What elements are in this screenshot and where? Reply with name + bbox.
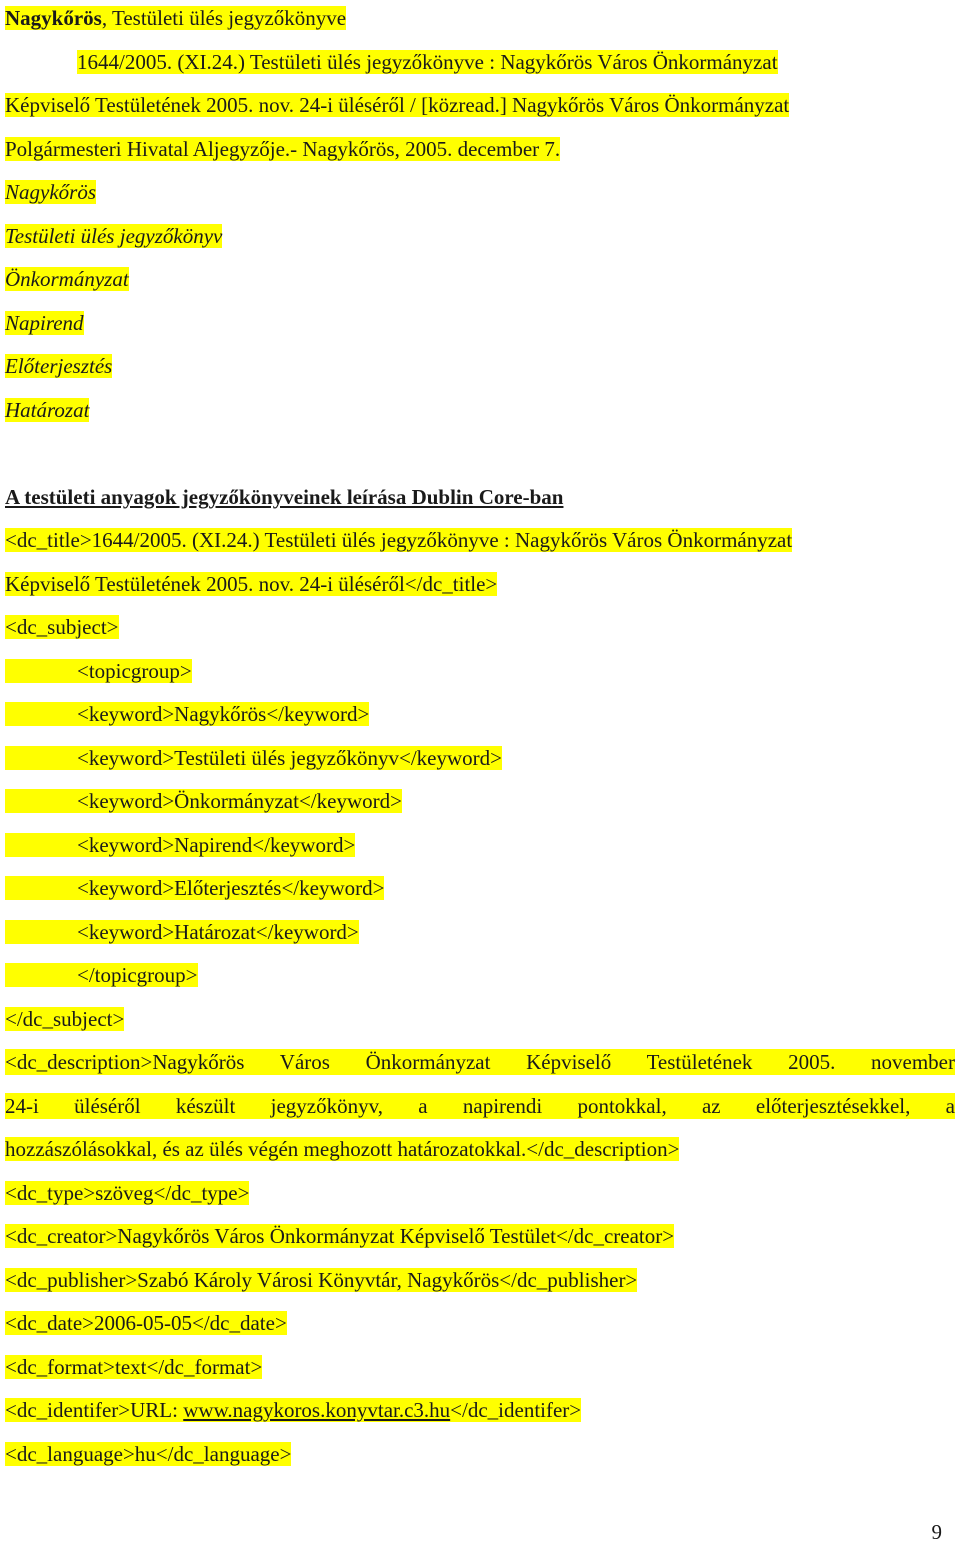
topicgroup-open: <topicgroup> — [5, 658, 192, 684]
dc-language: <dc_language>hu</dc_language> — [5, 1442, 292, 1466]
record-line-1: 1644/2005. (XI.24.) Testületi ülés jegyzőkönyve : Nagykőrös Város Önkormányzat — [77, 50, 778, 74]
dc-keyword-2: <keyword>Testületi ülés jegyzőkönyv</keyword> — [5, 745, 502, 771]
topicgroup-close: </topicgroup> — [5, 962, 198, 988]
dc-keyword-6: <keyword>Határozat</keyword> — [5, 919, 359, 945]
dc-publisher: <dc_publisher>Szabó Károly Városi Könyvtár, Nagykőrös</dc_publisher> — [5, 1268, 638, 1292]
keyword-italic-5: Előterjesztés — [5, 354, 113, 378]
keyword-italic-1: Nagykőrös — [5, 180, 96, 204]
section-heading: A testületi anyagok jegyzőkönyveinek leírása Dublin Core-ban — [5, 485, 564, 509]
dc-description-line-3: hozzászólásokkal, és az ülés végén meghozott határozatokkal.</dc_description> — [5, 1137, 680, 1161]
keyword-italic-4: Napirend — [5, 311, 84, 335]
record-line-2: Képviselő Testületének 2005. nov. 24-i üléséről / [közread.] Nagykőrös Város Önkormányzat — [5, 93, 790, 117]
dc-title-line-2: Képviselő Testületének 2005. nov. 24-i üléséről</dc_title> — [5, 572, 498, 596]
identifier-link[interactable]: www.nagykoros.konyvtar.c3.hu — [183, 1398, 451, 1422]
dc-identifier: <dc_identifer>URL: www.nagykoros.konyvtar.c3.hu</dc_identifer> — [5, 1398, 582, 1422]
dc-title-line-1: <dc_title>1644/2005. (XI.24.) Testületi ülés jegyzőkönyve : Nagykőrös Város Önkormányzat — [5, 528, 793, 552]
header-title — [5, 5, 346, 31]
keyword-italic-2: Testületi ülés jegyzőkönyv — [5, 224, 223, 248]
dc-type: <dc_type>szöveg</dc_type> — [5, 1181, 250, 1205]
keyword-italic-6: Határozat — [5, 398, 90, 422]
dc-keyword-5: <keyword>Előterjesztés</keyword> — [5, 875, 384, 901]
keyword-italic-3: Önkormányzat — [5, 267, 129, 291]
dc-description-line-2: 24-i üléséről készült jegyzőkönyv, a napirendi pontokkal, az előterjesztésekkel, a — [5, 1094, 955, 1118]
record-line-3: Polgármesteri Hivatal Aljegyzője.- Nagykőrös, 2005. december 7. — [5, 137, 561, 161]
dc-format: <dc_format>text</dc_format> — [5, 1355, 263, 1379]
dc-keyword-1: <keyword>Nagykőrös</keyword> — [5, 701, 369, 727]
dc-creator: <dc_creator>Nagykőrös Város Önkormányzat Képviselő Testület</dc_creator> — [5, 1224, 675, 1248]
dc-subject-open: <dc_subject> — [5, 615, 119, 639]
dc-keyword-3: <keyword>Önkormányzat</keyword> — [5, 788, 402, 814]
dc-description-line-1: <dc_description>Nagykőrös Város Önkormányzat Képviselő Testületének 2005. november — [5, 1050, 955, 1074]
dc-keyword-4: <keyword>Napirend</keyword> — [5, 832, 355, 858]
header-title-bold: Nagykőrös — [5, 6, 102, 30]
page-number: 9 — [931, 1520, 942, 1544]
dc-subject-close: </dc_subject> — [5, 1007, 125, 1031]
dc-date: <dc_date>2006-05-05</dc_date> — [5, 1311, 287, 1335]
header-title-rest: , Testületi ülés jegyzőkönyve — [101, 6, 347, 30]
